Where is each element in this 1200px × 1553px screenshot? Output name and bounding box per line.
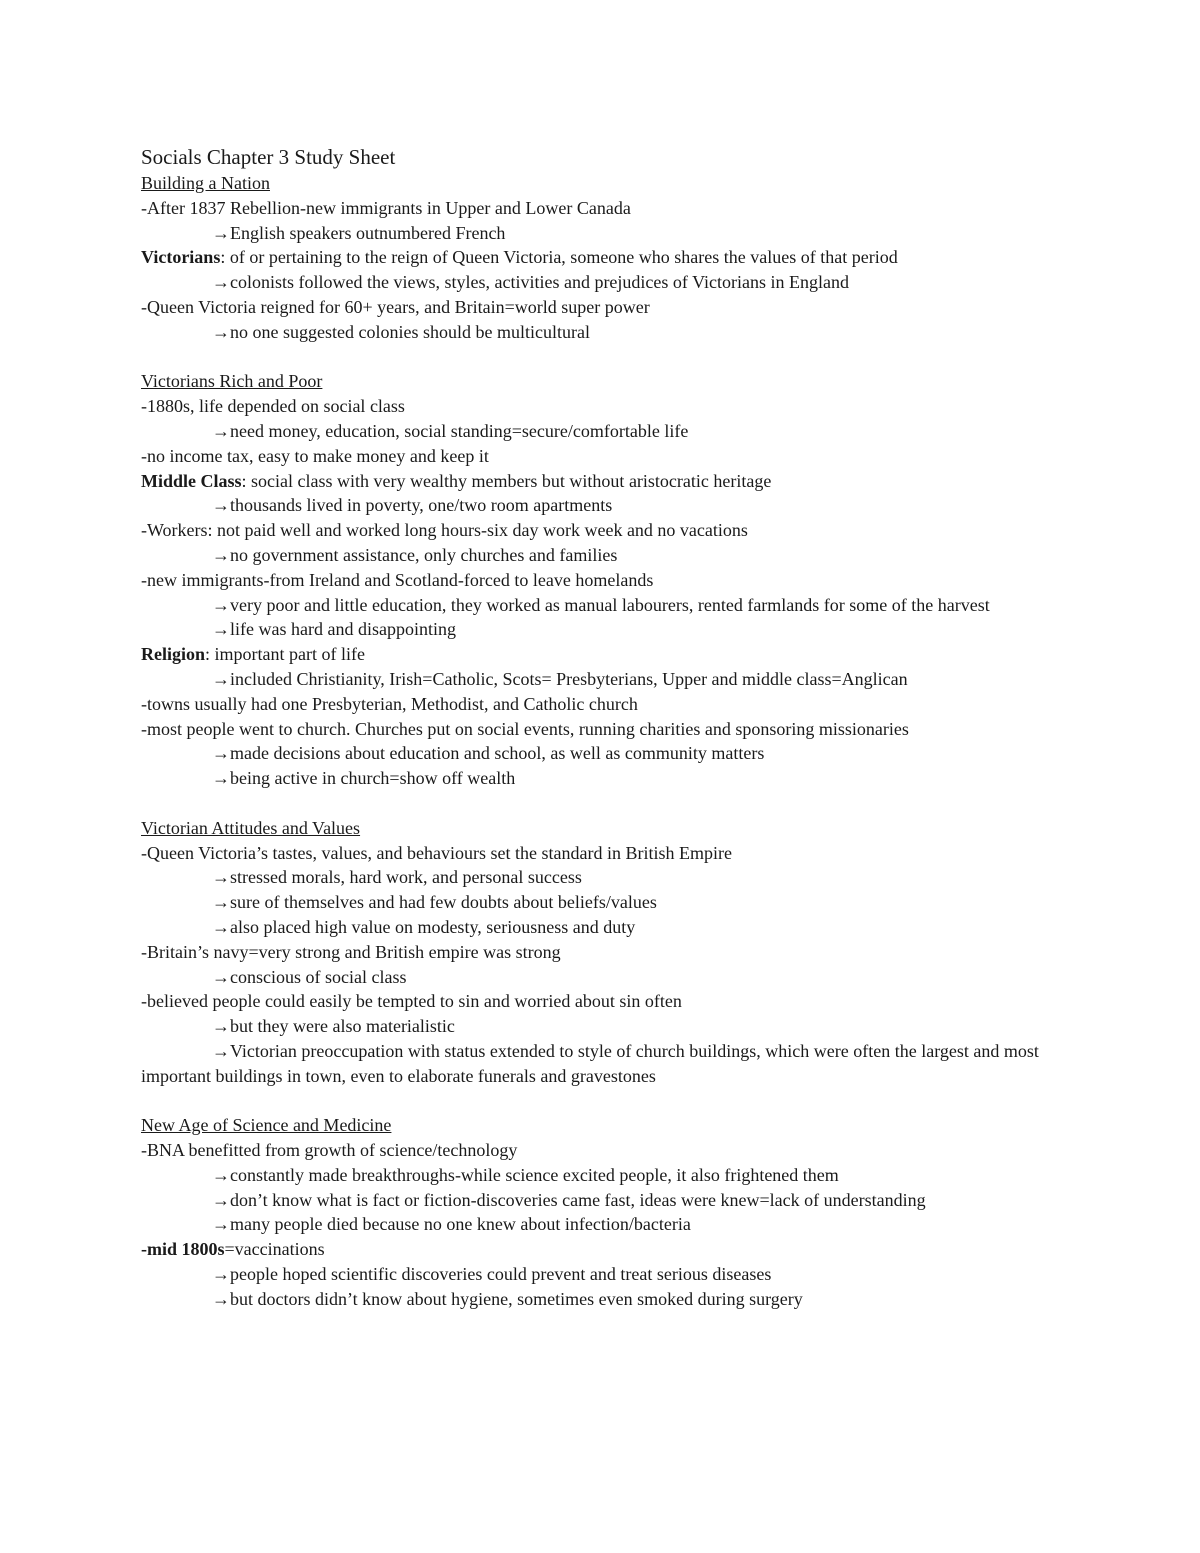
definition: : important part of life	[205, 644, 365, 665]
section-heading-victorians-rich-and-poor: Victorians Rich and Poor	[141, 371, 323, 392]
arrow-note: →also placed high value on modesty, seriousness and duty	[212, 916, 636, 937]
term: -mid 1800s	[141, 1239, 225, 1260]
arrow-note: →but doctors didn’t know about hygiene, sometimes even smoked during surgery	[212, 1288, 803, 1309]
arrow-icon: →	[212, 594, 230, 615]
arrow-icon: →	[212, 1214, 230, 1235]
definition: : of or pertaining to the reign of Queen Victoria, someone who shares the values of that period	[220, 247, 898, 268]
section-spacer	[141, 345, 1071, 370]
arrow-icon: →	[212, 743, 230, 764]
arrow-icon: →	[212, 966, 230, 987]
arrow-icon: →	[212, 867, 230, 888]
arrow-note: →no government assistance, only churches and families	[212, 544, 618, 565]
note-line: -BNA benefitted from growth of science/technology	[141, 1140, 518, 1161]
arrow-icon: →	[212, 1040, 230, 1061]
arrow-note: →life was hard and disappointing	[212, 619, 456, 640]
term-definition	[141, 245, 1071, 270]
section-spacer	[141, 1088, 1071, 1113]
document-body	[141, 143, 1071, 1312]
arrow-icon: →	[212, 1164, 230, 1185]
arrow-icon: →	[212, 1016, 230, 1037]
term: Victorians	[141, 247, 221, 268]
page-title: Socials Chapter 3 Study Sheet	[141, 145, 396, 169]
arrow-icon: →	[212, 420, 230, 441]
arrow-note: →but they were also materialistic	[212, 1016, 455, 1037]
arrow-icon: →	[212, 1264, 230, 1285]
arrow-note: →many people died because no one knew about infection/bacteria	[212, 1214, 691, 1235]
term-definition	[141, 642, 1071, 667]
note-line: -believed people could easily be tempted to sin and worried about sin often	[141, 991, 682, 1012]
note-line: -Queen Victoria reigned for 60+ years, and Britain=world super power	[141, 296, 650, 317]
arrow-note: →made decisions about education and school, as well as community matters	[212, 743, 765, 764]
section-heading-building-a-nation: Building a Nation	[141, 173, 270, 193]
arrow-note: →don’t know what is fact or fiction-discoveries came fast, ideas were knew=lack of understanding	[212, 1189, 926, 1210]
note-line: -new immigrants-from Ireland and Scotland-forced to leave homelands	[141, 569, 654, 590]
arrow-note: →constantly made breakthroughs-while science excited people, it also frightened them	[212, 1164, 839, 1185]
term: Religion	[141, 644, 206, 665]
definition: =vaccinations	[224, 1239, 325, 1260]
note-line: -towns usually had one Presbyterian, Methodist, and Catholic church	[141, 693, 638, 714]
note-line: -no income tax, easy to make money and keep it	[141, 445, 489, 466]
arrow-note: →thousands lived in poverty, one/two room apartments	[212, 495, 613, 516]
term: Middle Class	[141, 470, 242, 491]
arrow-icon: →	[212, 544, 230, 565]
arrow-icon: →	[212, 222, 230, 243]
arrow-note: →colonists followed the views, styles, activities and prejudices of Victorians in England	[212, 272, 849, 293]
arrow-icon: →	[212, 619, 230, 640]
arrow-icon: →	[212, 495, 230, 516]
arrow-icon: →	[212, 892, 230, 913]
arrow-icon: →	[212, 1288, 230, 1309]
arrow-icon: →	[212, 321, 230, 342]
arrow-note: →need money, education, social standing=secure/comfortable life	[212, 420, 689, 441]
note-line: -Workers: not paid well and worked long hours-six day work week and no vacations	[141, 520, 748, 541]
arrow-icon: →	[212, 916, 230, 937]
arrow-icon: →	[212, 1189, 230, 1210]
arrow-note: →no one suggested colonies should be multicultural	[212, 321, 590, 342]
definition: : social class with very wealthy members but without aristocratic heritage	[241, 470, 772, 491]
section-heading-science-and-medicine: New Age of Science and Medicine	[141, 1115, 392, 1136]
note-line: -Britain’s navy=very strong and British empire was strong	[141, 941, 561, 962]
arrow-note: →sure of themselves and had few doubts about beliefs/values	[212, 892, 657, 913]
arrow-note: →stressed morals, hard work, and personal success	[212, 867, 582, 888]
note-line: -Queen Victoria’s tastes, values, and behaviours set the standard in British Empire	[141, 842, 732, 863]
arrow-note: →English speakers outnumbered French	[212, 222, 506, 243]
arrow-note: →conscious of social class	[212, 966, 407, 987]
note-line: -most people went to church. Churches put on social events, running charities and sponsoring missionaries	[141, 718, 909, 739]
arrow-note: →being active in church=show off wealth	[212, 768, 516, 789]
arrow-icon: →	[212, 768, 230, 789]
arrow-note: →included Christianity, Irish=Catholic, Scots= Presbyterians, Upper and middle class=Anglican	[212, 668, 908, 689]
term-definition	[141, 469, 1071, 494]
section-heading-victorian-attitudes: Victorian Attitudes and Values	[141, 817, 361, 838]
arrow-note: →very poor and little education, they worked as manual labourers, rented farmlands for some of the harvest	[212, 594, 990, 615]
arrow-icon: →	[212, 272, 230, 293]
term-definition	[141, 1237, 1071, 1262]
section-spacer	[141, 791, 1071, 816]
arrow-icon: →	[212, 668, 230, 689]
arrow-note: →people hoped scientific discoveries could prevent and treat serious diseases	[212, 1264, 772, 1285]
note-line: -1880s, life depended on social class	[141, 396, 405, 417]
note-line: -After 1837 Rebellion-new immigrants in Upper and Lower Canada	[141, 197, 631, 218]
arrow-note: →Victorian preoccupation with status extended to style of church buildings, which were often the largest and most important buildings in town, even to elaborate funerals and gravestones	[141, 1040, 1039, 1086]
